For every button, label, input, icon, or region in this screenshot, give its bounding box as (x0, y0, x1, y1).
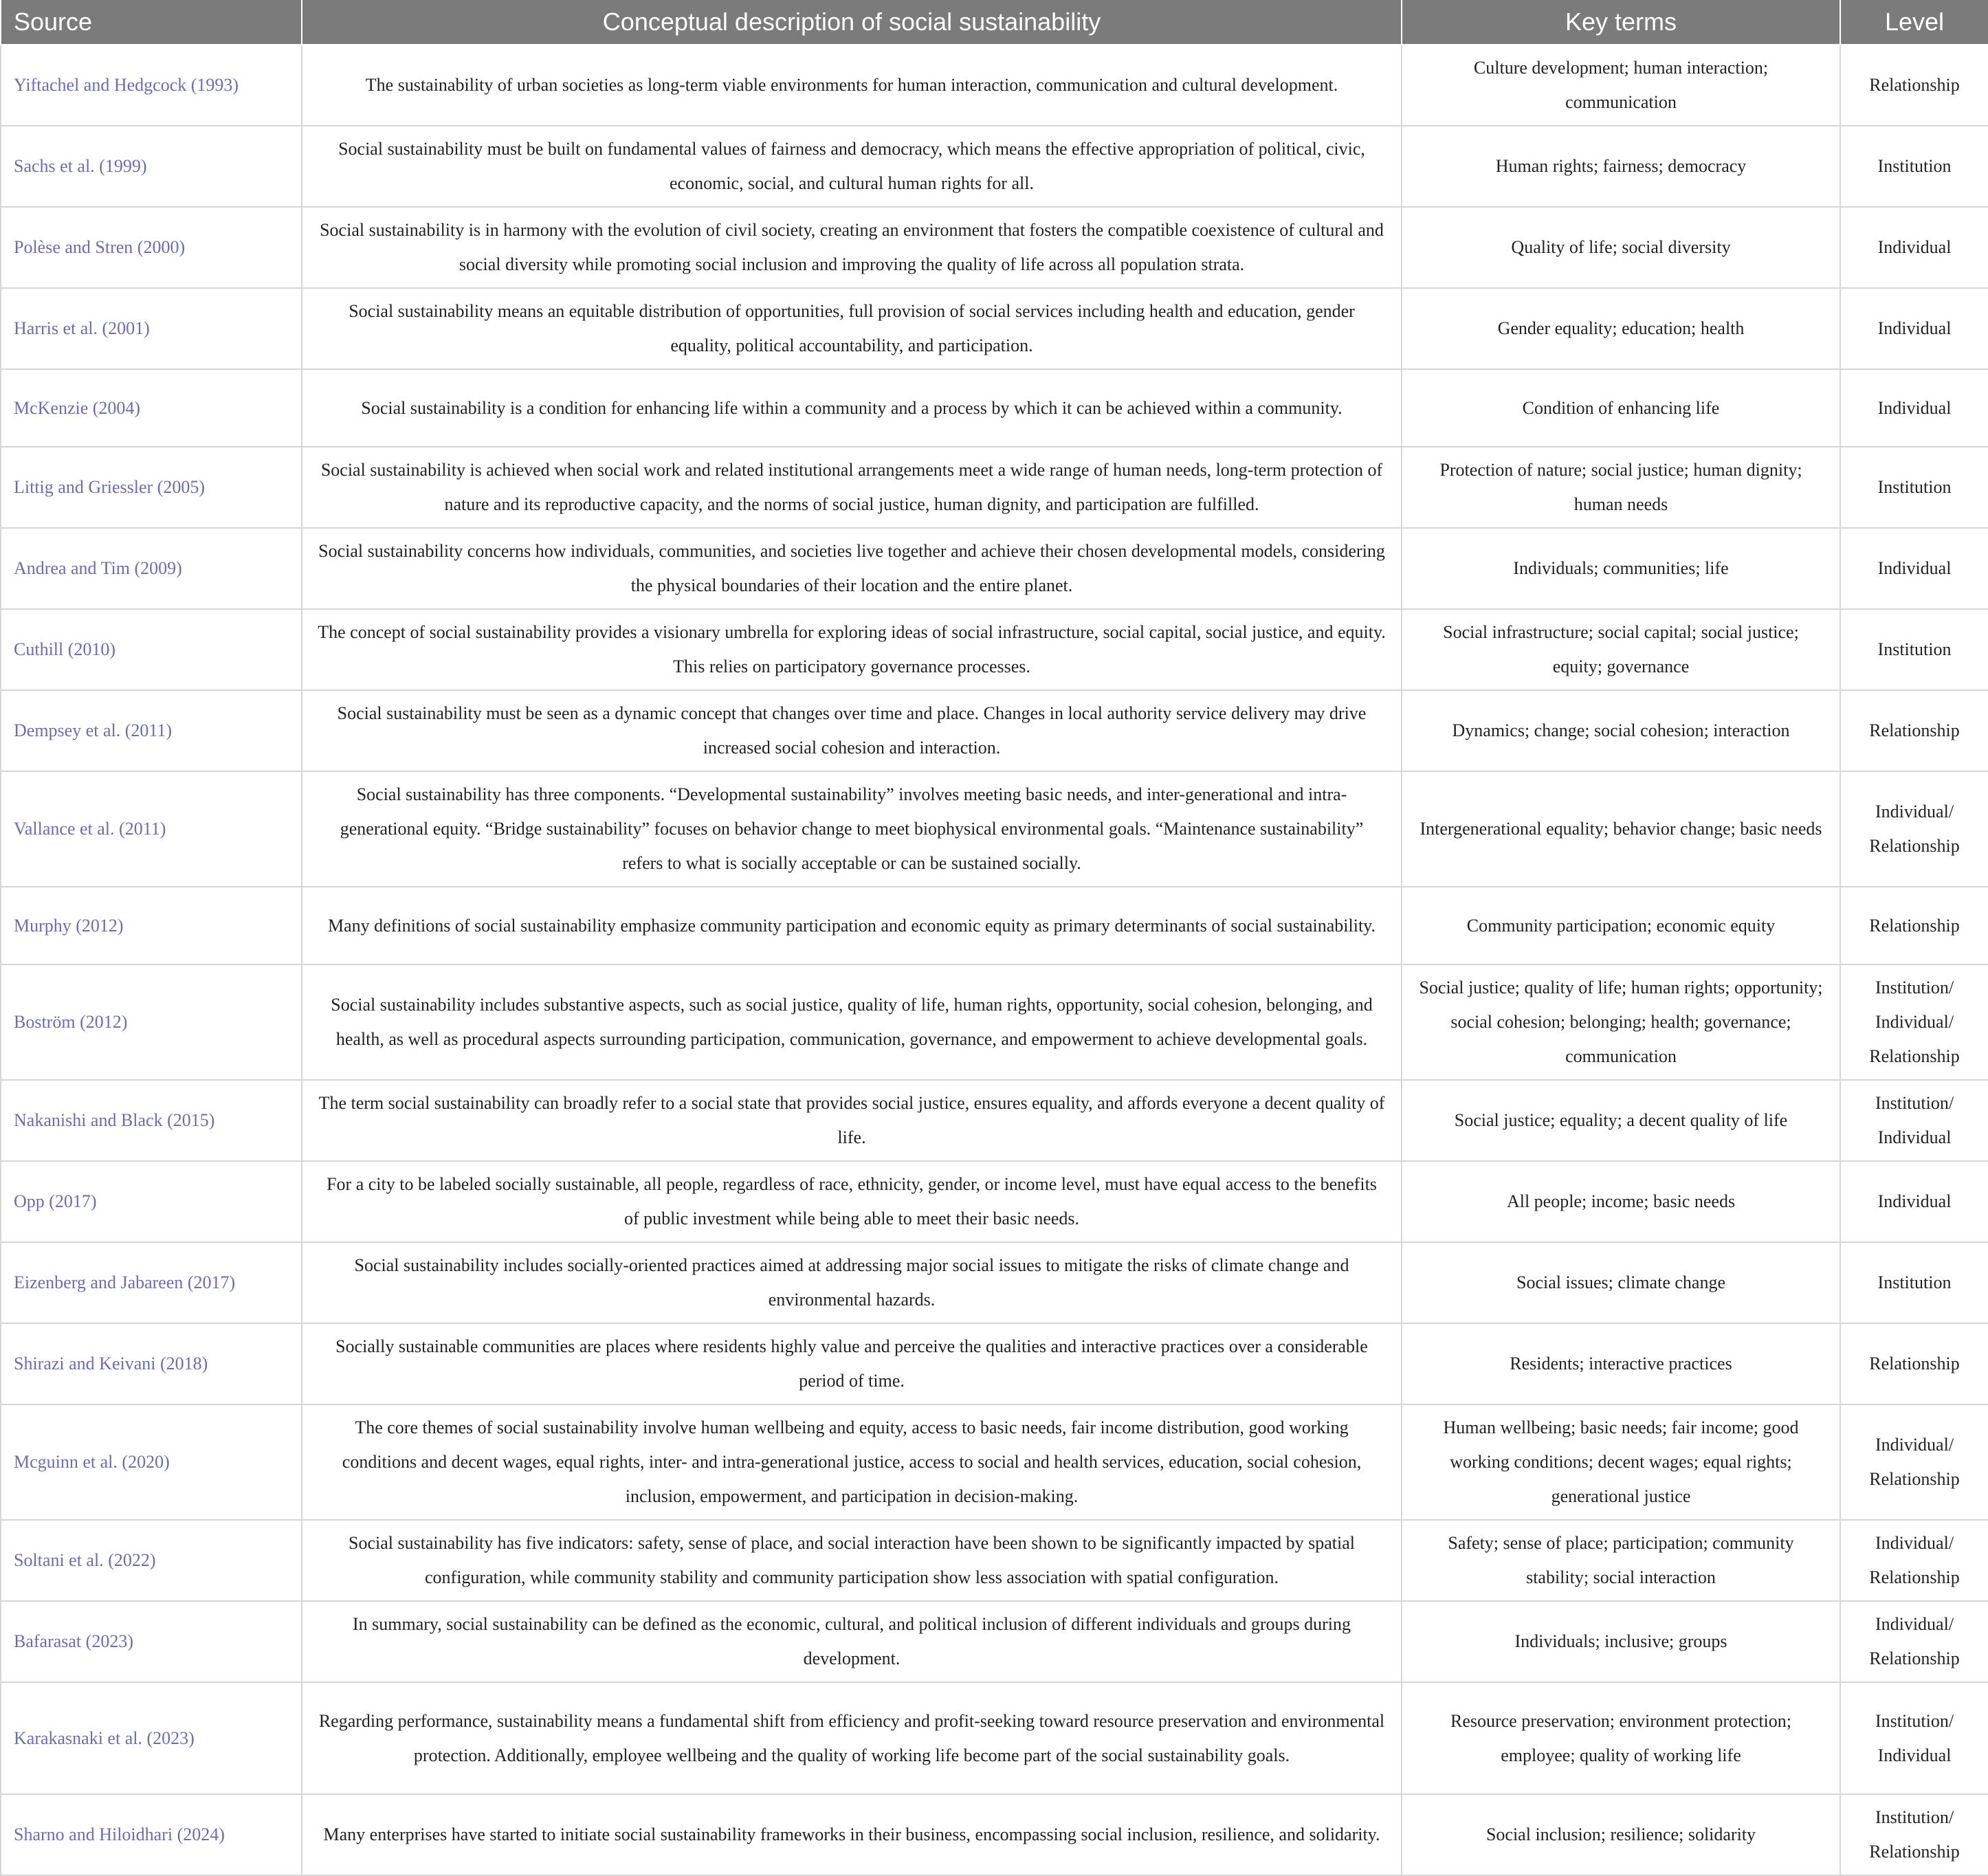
level-cell: Individual (1840, 528, 1988, 609)
source-cell: Littig and Griessler (2005) (1, 447, 302, 528)
description-cell: Social sustainability includes socially-oriented practices aimed at addressing major social issues to mitigate the risks of climate change and environmental hazards. (302, 1242, 1402, 1323)
key-terms-cell: Human rights; fairness; democracy (1402, 126, 1840, 207)
level-cell: Individual/ Relationship (1840, 1520, 1988, 1601)
level-cell: Individual/ Relationship (1840, 771, 1988, 887)
description-cell: For a city to be labeled socially sustainable, all people, regardless of race, ethnicity, gender, or income level, must have equal access to the benefits of public investment while being able to meet their basic needs. (302, 1161, 1402, 1242)
key-terms-cell: Social inclusion; resilience; solidarity (1402, 1794, 1840, 1875)
key-terms-cell: Individuals; communities; life (1402, 528, 1840, 609)
source-cell: Cuthill (2010) (1, 609, 302, 690)
description-cell: Socially sustainable communities are places where residents highly value and perceive the qualities and interactive practices over a considerable period of time. (302, 1323, 1402, 1404)
table-row (1, 1682, 1988, 1794)
table-row (1, 1520, 1988, 1601)
table-row (1, 964, 1988, 1080)
column-header-key-terms: Key terms (1402, 0, 1840, 45)
level-cell: Institution/ Individual (1840, 1682, 1988, 1794)
description-cell: The core themes of social sustainability involve human wellbeing and equity, access to basic needs, fair income distribution, good working conditions and decent wages, equal rights, inter- and intra-generational justice, access to social and health services, education, social cohesion, inclusion, empowerment, and participation in decision-making. (302, 1404, 1402, 1520)
level-cell: Institution (1840, 1242, 1988, 1323)
level-cell: Individual (1840, 369, 1988, 447)
source-cell: Nakanishi and Black (2015) (1, 1080, 302, 1161)
key-terms-cell: Community participation; economic equity (1402, 887, 1840, 964)
level-cell: Institution/ Relationship (1840, 1794, 1988, 1875)
level-cell: Institution/ Individual/ Relationship (1840, 964, 1988, 1080)
source-cell: Bafarasat (2023) (1, 1601, 302, 1682)
source-cell: Karakasnaki et al. (2023) (1, 1682, 302, 1794)
level-cell: Individual (1840, 288, 1988, 369)
table-body (1, 45, 1988, 1875)
table-row (1, 1404, 1988, 1520)
table-row (1, 609, 1988, 690)
header-row (1, 0, 1988, 45)
description-cell: Social sustainability is achieved when social work and related institutional arrangements meet a wide range of human needs, long-term protection of nature and its reproductive capacity, and the norms of social justice, human dignity, and participation are fulfilled. (302, 447, 1402, 528)
description-cell: Social sustainability is in harmony with the evolution of civil society, creating an environment that fosters the compatible coexistence of cultural and social diversity while promoting social inclusion and improving the quality of life across all population strata. (302, 207, 1402, 288)
source-cell: Sachs et al. (1999) (1, 126, 302, 207)
table-row (1, 690, 1988, 771)
source-cell: Dempsey et al. (2011) (1, 690, 302, 771)
level-cell: Institution (1840, 126, 1988, 207)
column-header-level: Level (1840, 0, 1988, 45)
description-cell: Many definitions of social sustainability emphasize community participation and economic equity as primary determinants of social sustainability. (302, 887, 1402, 964)
column-header-description: Conceptual description of social sustainability (302, 0, 1402, 45)
column-header-source: Source (1, 0, 302, 45)
description-cell: Social sustainability concerns how individuals, communities, and societies live together and achieve their chosen developmental models, considering the physical boundaries of their location and the entire planet. (302, 528, 1402, 609)
key-terms-cell: Safety; sense of place; participation; community stability; social interaction (1402, 1520, 1840, 1601)
key-terms-cell: Social infrastructure; social capital; social justice; equity; governance (1402, 609, 1840, 690)
level-cell: Institution (1840, 609, 1988, 690)
source-cell: Eizenberg and Jabareen (2017) (1, 1242, 302, 1323)
source-cell: Vallance et al. (2011) (1, 771, 302, 887)
key-terms-cell: Quality of life; social diversity (1402, 207, 1840, 288)
key-terms-cell: Intergenerational equality; behavior change; basic needs (1402, 771, 1840, 887)
key-terms-cell: Residents; interactive practices (1402, 1323, 1840, 1404)
key-terms-cell: Dynamics; change; social cohesion; interaction (1402, 690, 1840, 771)
key-terms-cell: Condition of enhancing life (1402, 369, 1840, 447)
key-terms-cell: Resource preservation; environment protection; employee; quality of working life (1402, 1682, 1840, 1794)
key-terms-cell: All people; income; basic needs (1402, 1161, 1840, 1242)
description-cell: The term social sustainability can broadly refer to a social state that provides social justice, ensures equality, and affords everyone a decent quality of life. (302, 1080, 1402, 1161)
key-terms-cell: Protection of nature; social justice; human dignity; human needs (1402, 447, 1840, 528)
description-cell: Social sustainability must be built on fundamental values of fairness and democracy, which means the effective appropriation of political, civic, economic, social, and cultural human rights for all. (302, 126, 1402, 207)
source-cell: Yiftachel and Hedgcock (1993) (1, 45, 302, 126)
key-terms-cell: Individuals; inclusive; groups (1402, 1601, 1840, 1682)
description-cell: Many enterprises have started to initiate social sustainability frameworks in their business, encompassing social inclusion, resilience, and solidarity. (302, 1794, 1402, 1875)
key-terms-cell: Social issues; climate change (1402, 1242, 1840, 1323)
level-cell: Individual/ Relationship (1840, 1601, 1988, 1682)
table-row (1, 207, 1988, 288)
description-cell: Social sustainability means an equitable distribution of opportunities, full provision of social services including health and education, gender equality, political accountability, and participation. (302, 288, 1402, 369)
table-row (1, 447, 1988, 528)
key-terms-cell: Culture development; human interaction; communication (1402, 45, 1840, 126)
description-cell: Social sustainability is a condition for enhancing life within a community and a process by which it can be achieved within a community. (302, 369, 1402, 447)
source-cell: Soltani et al. (2022) (1, 1520, 302, 1601)
level-cell: Institution/ Individual (1840, 1080, 1988, 1161)
key-terms-cell: Social justice; quality of life; human rights; opportunity; social cohesion; belonging; health; governance; communication (1402, 964, 1840, 1080)
level-cell: Individual (1840, 207, 1988, 288)
table-row (1, 1323, 1988, 1404)
source-cell: Shirazi and Keivani (2018) (1, 1323, 302, 1404)
key-terms-cell: Human wellbeing; basic needs; fair income; good working conditions; decent wages; equal rights; generational justice (1402, 1404, 1840, 1520)
table-header (1, 0, 1988, 45)
source-cell: Murphy (2012) (1, 887, 302, 964)
description-cell: Regarding performance, sustainability means a fundamental shift from efficiency and profit-seeking toward resource preservation and environmental protection. Additionally, employee wellbeing and the quality of working life become part of the social sustainability goals. (302, 1682, 1402, 1794)
level-cell: Relationship (1840, 690, 1988, 771)
source-cell: Harris et al. (2001) (1, 288, 302, 369)
source-cell: McKenzie (2004) (1, 369, 302, 447)
table-row (1, 1080, 1988, 1161)
table-row (1, 126, 1988, 207)
table-row (1, 771, 1988, 887)
table-row (1, 528, 1988, 609)
table-row (1, 1242, 1988, 1323)
source-cell: Mcguinn et al. (2020) (1, 1404, 302, 1520)
level-cell: Relationship (1840, 45, 1988, 126)
level-cell: Individual (1840, 1161, 1988, 1242)
table-row (1, 45, 1988, 126)
description-cell: Social sustainability must be seen as a dynamic concept that changes over time and place. Changes in local authority service delivery may drive increased social cohesion and interaction. (302, 690, 1402, 771)
table-row (1, 288, 1988, 369)
source-cell: Polèse and Stren (2000) (1, 207, 302, 288)
description-cell: Social sustainability includes substantive aspects, such as social justice, quality of life, human rights, opportunity, social cohesion, belonging, and health, as well as procedural aspects surrounding participation, communication, governance, and empowerment to achieve developmental goals. (302, 964, 1402, 1080)
description-cell: Social sustainability has five indicators: safety, sense of place, and social interaction have been shown to be significantly impacted by spatial configuration, while community stability and community participation show less association with spatial configuration. (302, 1520, 1402, 1601)
level-cell: Relationship (1840, 1323, 1988, 1404)
description-cell: Social sustainability has three components. “Developmental sustainability” involves meeting basic needs, and inter-generational and intra-generational equity. “Bridge sustainability” focuses on behavior change to meet biophysical environmental goals. “Maintenance sustainability” refers to what is socially acceptable or can be sustained socially. (302, 771, 1402, 887)
source-cell: Opp (2017) (1, 1161, 302, 1242)
table-row (1, 887, 1988, 964)
description-cell: The sustainability of urban societies as long-term viable environments for human interaction, communication and cultural development. (302, 45, 1402, 126)
table-row (1, 369, 1988, 447)
key-terms-cell: Social justice; equality; a decent quality of life (1402, 1080, 1840, 1161)
source-cell: Sharno and Hiloidhari (2024) (1, 1794, 302, 1875)
description-cell: In summary, social sustainability can be defined as the economic, cultural, and political inclusion of different individuals and groups during development. (302, 1601, 1402, 1682)
source-cell: Andrea and Tim (2009) (1, 528, 302, 609)
level-cell: Relationship (1840, 887, 1988, 964)
key-terms-cell: Gender equality; education; health (1402, 288, 1840, 369)
table-row (1, 1161, 1988, 1242)
source-cell: Boström (2012) (1, 964, 302, 1080)
description-cell: The concept of social sustainability provides a visionary umbrella for exploring ideas of social infrastructure, social capital, social justice, and equity. This relies on participatory governance processes. (302, 609, 1402, 690)
level-cell: Institution (1840, 447, 1988, 528)
table-row (1, 1601, 1988, 1682)
level-cell: Individual/ Relationship (1840, 1404, 1988, 1520)
table-row (1, 1794, 1988, 1875)
